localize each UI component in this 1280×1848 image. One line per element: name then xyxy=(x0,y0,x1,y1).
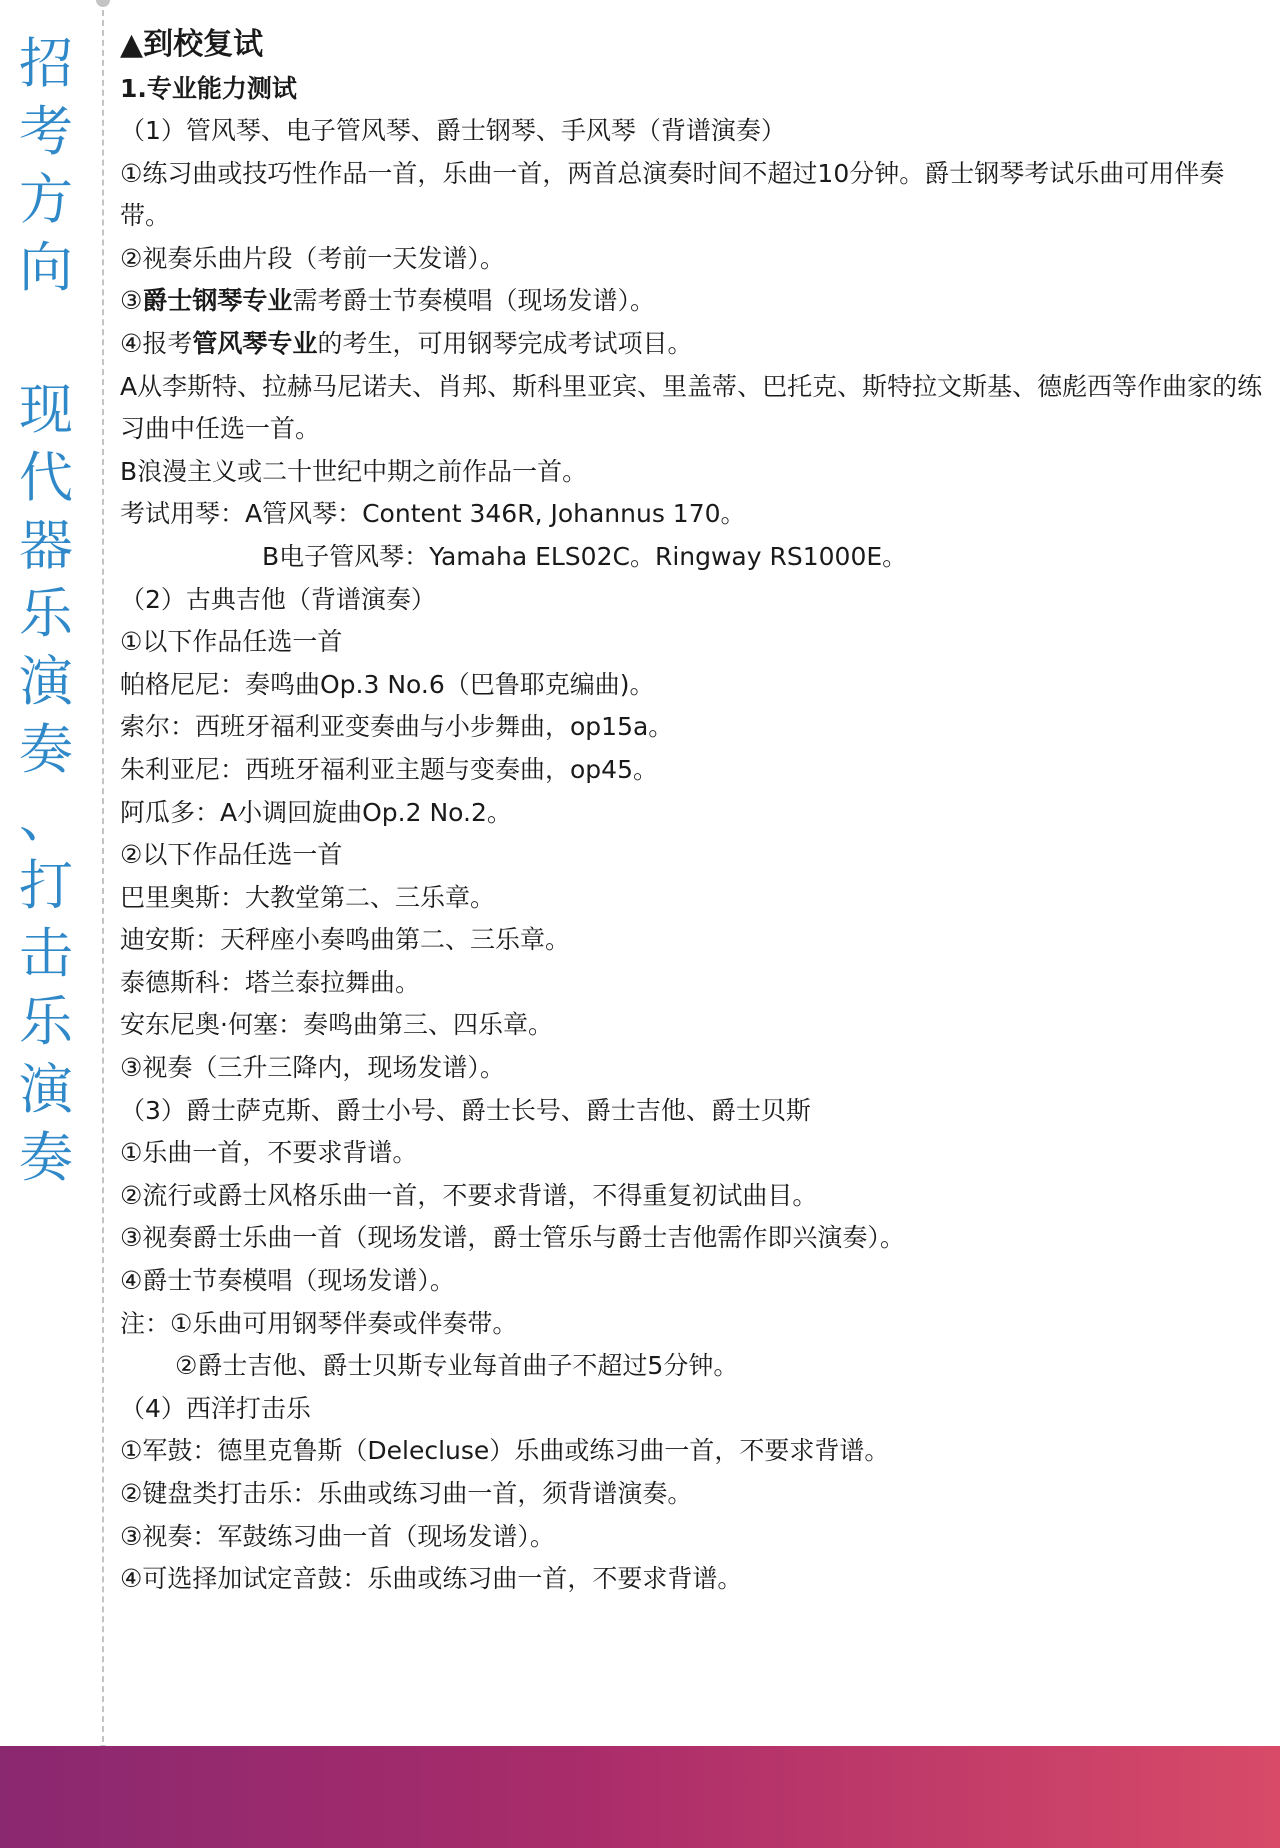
vertical-title-char: 方 xyxy=(19,168,73,231)
line-text: ③ xyxy=(120,286,143,316)
vertical-title-char: 器 xyxy=(19,514,73,577)
content-line: 安东尼奥·何塞：奏鸣曲第三、四乐章。 xyxy=(120,1010,553,1040)
vertical-title-char: 演 xyxy=(19,650,73,713)
subsection-heading: 1.专业能力测试 xyxy=(120,74,297,103)
vertical-title-char: 乐 xyxy=(19,990,73,1053)
content-line: ②以下作品任选一首 xyxy=(120,840,343,870)
content-line: A从李斯特、拉赫马尼诺夫、肖邦、斯科里亚宾、里盖蒂、巴托克、斯特拉文斯基、德彪西等作曲家的练习曲中任选一首。 xyxy=(120,371,1263,444)
content-line: ②键盘类打击乐：乐曲或练习曲一首，须背谱演奏。 xyxy=(120,1479,693,1508)
vertical-title-char: 打 xyxy=(19,854,73,917)
vertical-title-char: 招 xyxy=(19,32,73,95)
content-line: ①军鼓：德里克鲁斯（Delecluse）乐曲或练习曲一首，不要求背谱。 xyxy=(120,1436,890,1466)
content-line: 泰德斯科：塔兰泰拉舞曲。 xyxy=(120,967,421,997)
vertical-title-secondary xyxy=(14,376,78,1192)
content-line: 巴里奥斯：大教堂第二、三乐章。 xyxy=(120,882,496,912)
content-line: 朱利亚尼：西班牙福利亚主题与变奏曲，op45。 xyxy=(120,754,658,784)
dashed-divider xyxy=(102,0,104,1752)
content-line: ③视奏爵士乐曲一首（现场发谱，爵士管乐与爵士吉他需作即兴演奏）。 xyxy=(120,1223,905,1253)
content-line: （1）管风琴、电子管风琴、爵士钢琴、手风琴（背谱演奏） xyxy=(120,116,786,145)
content-line: B电子管风琴：Yamaha ELS02C。Ringway RS1000E。 xyxy=(262,541,908,571)
content-line: 考试用琴：A管风琴：Content 346R, Johannus 170。 xyxy=(120,499,746,529)
content-line: ③视奏：军鼓练习曲一首（现场发谱）。 xyxy=(120,1521,555,1551)
line-text: 的考生，可用钢琴完成考试项目。 xyxy=(317,328,693,358)
main-content xyxy=(120,22,1265,1601)
vertical-title-char: 向 xyxy=(19,236,73,299)
content-line: 注：①乐曲可用钢琴伴奏或伴奏带。 xyxy=(120,1308,518,1338)
vertical-title-char: 奏 xyxy=(19,718,73,781)
section-heading: ▲到校复试 xyxy=(120,27,264,62)
content-line: ①练习曲或技巧性作品一首，乐曲一首，两首总演奏时间不超过10分钟。爵士钢琴考试乐曲可用伴奏带。 xyxy=(120,158,1225,231)
content-line: ②流行或爵士风格乐曲一首，不要求背谱，不得重复初试曲目。 xyxy=(120,1180,818,1210)
vertical-title-char: 现 xyxy=(19,378,73,441)
content-line: ④爵士节奏模唱（现场发谱）。 xyxy=(120,1266,455,1296)
content-line: ②爵士吉他、爵士贝斯专业每首曲子不超过5分钟。 xyxy=(175,1351,739,1381)
line-text: 需考爵士节奏模唱（现场发谱）。 xyxy=(292,286,655,316)
vertical-title-char: 考 xyxy=(19,100,73,163)
vertical-title-char: 奏 xyxy=(19,1126,73,1189)
content-line: B浪漫主义或二十世纪中期之前作品一首。 xyxy=(120,456,588,486)
footer-gradient-bar xyxy=(0,1746,1280,1848)
bold-major-name: 管风琴专业 xyxy=(192,328,318,358)
content-line: 迪安斯：天秤座小奏鸣曲第二、三乐章。 xyxy=(120,925,571,955)
content-line xyxy=(120,323,1265,366)
content-line xyxy=(120,280,1265,323)
content-line: ②视奏乐曲片段（考前一天发谱）。 xyxy=(120,243,505,273)
vertical-title-char: 击 xyxy=(19,922,73,985)
content-lines xyxy=(120,110,1265,1601)
vertical-title-char: 演 xyxy=(19,1058,73,1121)
content-line: 帕格尼尼：奏鸣曲Op.3 No.6（巴鲁耶克编曲)。 xyxy=(120,669,655,699)
vertical-title-char: 代 xyxy=(19,446,73,509)
vertical-title-primary xyxy=(14,30,78,302)
content-line: 阿瓜多：A小调回旋曲Op.2 No.2。 xyxy=(120,797,512,827)
content-line: 索尔：西班牙福利亚变奏曲与小步舞曲，op15a。 xyxy=(120,712,674,742)
content-line: （3）爵士萨克斯、爵士小号、爵士长号、爵士吉他、爵士贝斯 xyxy=(120,1095,811,1125)
vertical-title-char: 乐 xyxy=(19,582,73,645)
sidebar xyxy=(0,0,92,1745)
bold-major-name: 爵士钢琴专业 xyxy=(142,286,293,316)
divider-dot-top xyxy=(96,0,110,7)
content-line: ③视奏（三升三降内，现场发谱）。 xyxy=(120,1053,505,1083)
content-line: （2）古典吉他（背谱演奏） xyxy=(120,584,436,614)
content-line: ①乐曲一首，不要求背谱。 xyxy=(120,1138,418,1168)
line-text: ④报考 xyxy=(120,328,193,358)
content-line: （4）西洋打击乐 xyxy=(120,1393,311,1423)
content-line: ④可选择加试定音鼓：乐曲或练习曲一首，不要求背谱。 xyxy=(120,1564,743,1594)
vertical-title-char: 、 xyxy=(19,786,73,849)
content-line: ①以下作品任选一首 xyxy=(120,627,343,657)
